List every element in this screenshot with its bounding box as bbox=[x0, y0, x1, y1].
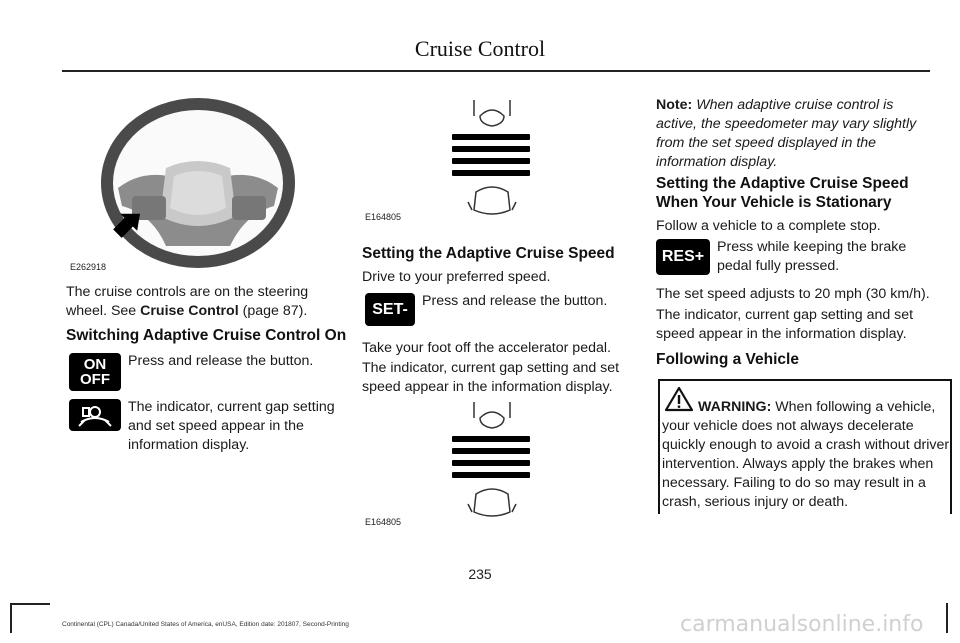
intro-paragraph bbox=[66, 283, 336, 321]
header-divider bbox=[62, 70, 930, 72]
speed-adjust-text: The set speed adjusts to 20 mph (30 km/h). bbox=[656, 286, 930, 302]
warning-text: When following a vehicle, your vehicle does not always decelerate quickly enough to avoid a crash without driver intervention. Always apply the brakes when necessary. Failing to do so may result in a crash, serious injury or death. bbox=[662, 399, 950, 510]
res-plus-button-icon: RES+ bbox=[656, 239, 710, 275]
follow-instruction: Follow a vehicle to a complete stop. bbox=[656, 218, 881, 234]
crop-mark-left bbox=[10, 603, 12, 633]
set-minus-button-icon: SET- bbox=[365, 293, 415, 326]
section-heading-switching-on: Switching Adaptive Cruise Control On bbox=[66, 327, 347, 344]
indicator-text-middle: The indicator, current gap setting and set speed appear in the information display. bbox=[362, 360, 620, 395]
foot-off-instruction: Take your foot off the accelerator pedal. bbox=[362, 340, 611, 356]
gap-setting-illustration-top bbox=[452, 100, 532, 222]
section-heading-setting-speed: Setting the Adaptive Cruise Speed bbox=[362, 245, 615, 262]
intro-page-ref: (page 87). bbox=[238, 303, 308, 319]
page-number: 235 bbox=[468, 566, 492, 582]
note-paragraph bbox=[656, 96, 931, 172]
page-title: Cruise Control bbox=[414, 36, 546, 61]
drive-instruction: Drive to your preferred speed. bbox=[362, 269, 551, 285]
crop-mark-right bbox=[946, 603, 948, 633]
note-label: Note: bbox=[656, 97, 693, 113]
onoff-line2: OFF bbox=[80, 371, 110, 388]
indicator-text-left: The indicator, current gap setting and set speed appear in the information display. bbox=[128, 399, 335, 453]
figure-code: E262918 bbox=[70, 262, 107, 272]
cruise-control-link[interactable]: Cruise Control bbox=[140, 303, 239, 319]
intro-text: The cruise controls are on the steering wheel. See bbox=[66, 284, 309, 319]
indicator-text-right: The indicator, current gap setting and set speed appear in the information display. bbox=[656, 307, 914, 342]
res-instruction: Press while keeping the brake pedal fully pressed. bbox=[717, 239, 907, 274]
figure-code-top: E164805 bbox=[365, 212, 402, 222]
onoff-instruction: Press and release the button. bbox=[128, 353, 314, 369]
gap-setting-illustration-bottom bbox=[452, 402, 532, 524]
set-instruction: Press and release the button. bbox=[422, 293, 608, 309]
crop-mark-left-h bbox=[10, 603, 50, 605]
warning-paragraph bbox=[662, 398, 952, 512]
onoff-button-icon bbox=[69, 353, 121, 391]
note-text: When adaptive cruise control is active, the speedometer may vary slightly from the set speed displayed in the information display. bbox=[656, 97, 917, 170]
watermark: carmanualsonline.info bbox=[680, 612, 924, 637]
steering-wheel-illustration bbox=[70, 96, 300, 276]
section-heading-following: Following a Vehicle bbox=[656, 351, 799, 368]
adaptive-cruise-indicator-icon bbox=[69, 399, 121, 431]
edition-info: Continental (CPL) Canada/United States of America, enUSA, Edition date: 201807, Second-Printing bbox=[62, 621, 349, 628]
warning-label: WARNING: bbox=[698, 399, 772, 415]
section-heading-stationary: Setting the Adaptive Cruise Speed When Your Vehicle is Stationary bbox=[656, 175, 909, 211]
onoff-line1: ON bbox=[83, 356, 107, 373]
figure-code-bottom: E164805 bbox=[365, 517, 402, 527]
